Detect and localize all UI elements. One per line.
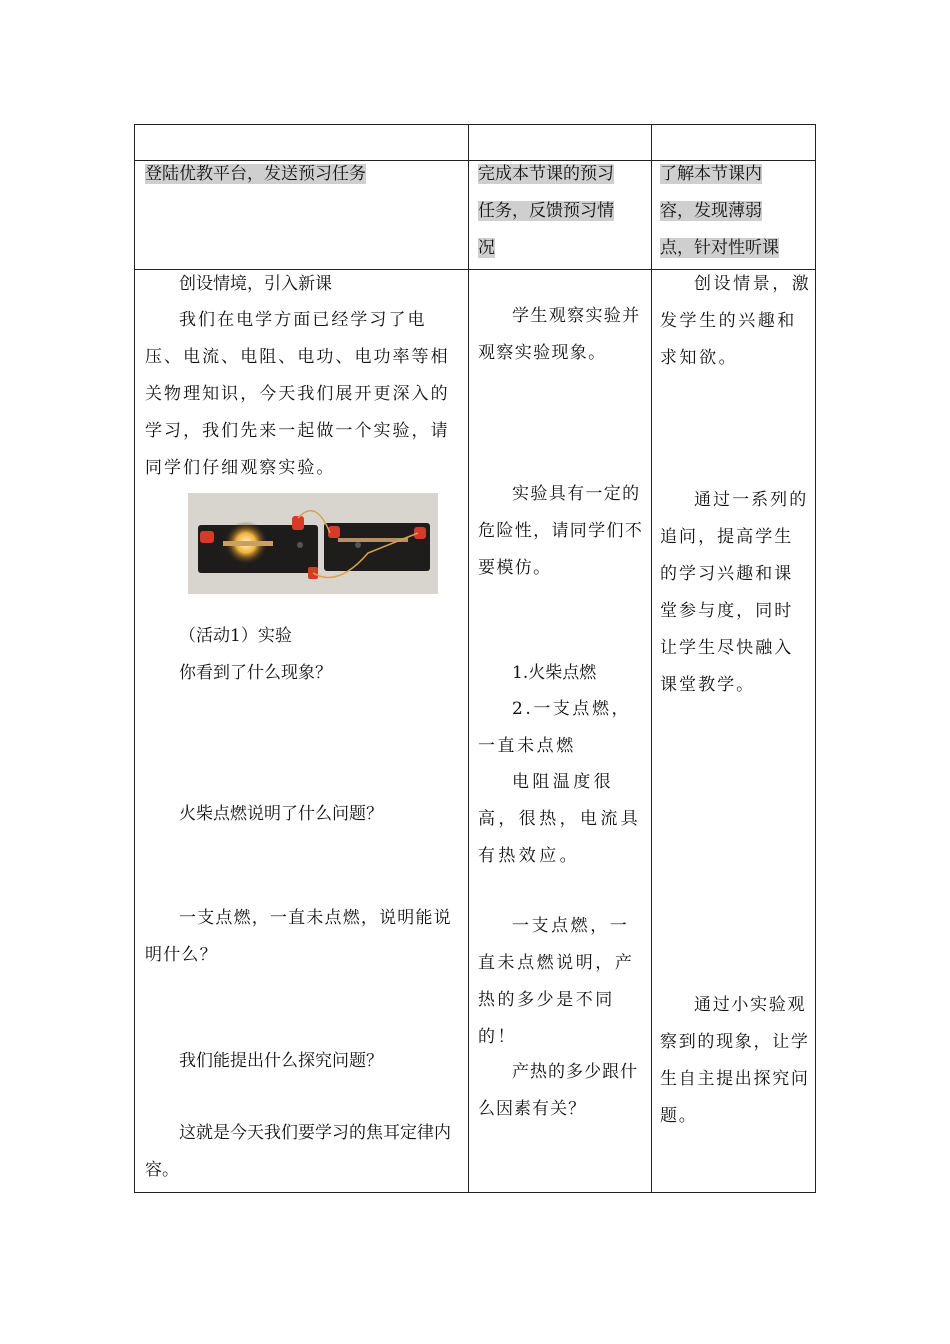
preview-student-line-3: 况 xyxy=(478,238,495,258)
student-answer-2: 2.一支点燃，一直未点燃 xyxy=(478,699,632,756)
table-border-left xyxy=(134,124,135,1193)
table-col-divider xyxy=(651,124,652,1193)
intent-1: 创设情景，激发学生的兴趣和求知欲。 xyxy=(660,274,812,368)
teacher-question-1: 你看到了什么现象？ xyxy=(179,663,332,683)
preview-teacher-cell xyxy=(145,156,463,193)
preview-student-line-2: 任务，反馈预习情 xyxy=(478,201,614,221)
activity-label: （活动1）实验 xyxy=(179,626,292,646)
intent-3: 通过小实验观察到的现象，让学生自主提出探究问题。 xyxy=(660,995,810,1126)
preview-intent-line-2: 容，发现薄弱 xyxy=(660,201,762,221)
preview-intent-line-3: 点，针对性听课 xyxy=(660,238,779,258)
teacher-question-3: 一支点燃，一直未点燃，说明能说明什么？ xyxy=(145,908,452,965)
student-answer-4: 一支点燃，一直未点燃说明，产热的多少是不同的！ xyxy=(478,916,635,1047)
experiment-photo-illustration xyxy=(188,493,438,594)
teacher-conclusion: 这就是今天我们要学习的焦耳定律内容。 xyxy=(145,1123,451,1180)
teacher-question-4: 我们能提出什么探究问题？ xyxy=(179,1051,383,1071)
teacher-question-2: 火柴点燃说明了什么问题？ xyxy=(179,804,383,824)
preview-intent-line-1: 了解本节课内 xyxy=(660,164,762,184)
preview-student-line-1: 完成本节课的预习 xyxy=(478,164,614,184)
table-border-top xyxy=(134,124,816,125)
teacher-intro: 我们在电学方面已经学习了电压、电流、电阻、电功、电功率等相关物理知识，今天我们展开更深入的学习，我们先来一起做一个实验，请同学们仔细观察实验。 xyxy=(145,310,450,478)
student-answer-3: 电阻温度很高，很热，电流具有热效应。 xyxy=(478,772,642,866)
table-border-bottom xyxy=(134,1192,816,1193)
student-observe: 学生观察实验并观察实验现象。 xyxy=(478,306,641,363)
experiment-photo xyxy=(188,493,438,594)
student-answer-1: 1.火柴点燃 xyxy=(512,663,597,683)
table-col-divider xyxy=(468,124,469,1193)
table-border-right xyxy=(815,124,816,1193)
intent-2: 通过一系列的追问，提高学生的学习兴趣和课堂参与度，同时让学生尽快融入课堂教学。 xyxy=(660,490,809,695)
preview-intent-cell xyxy=(660,156,815,267)
student-answer-5: 产热的多少跟什么因素有关？ xyxy=(478,1062,639,1119)
student-safety-note: 实验具有一定的危险性，请同学们不要模仿。 xyxy=(478,484,644,578)
preview-teacher-text: 登陆优教平台，发送预习任务 xyxy=(145,164,366,184)
preview-student-cell xyxy=(478,156,648,267)
teacher-heading: 创设情境，引入新课 xyxy=(179,274,332,294)
